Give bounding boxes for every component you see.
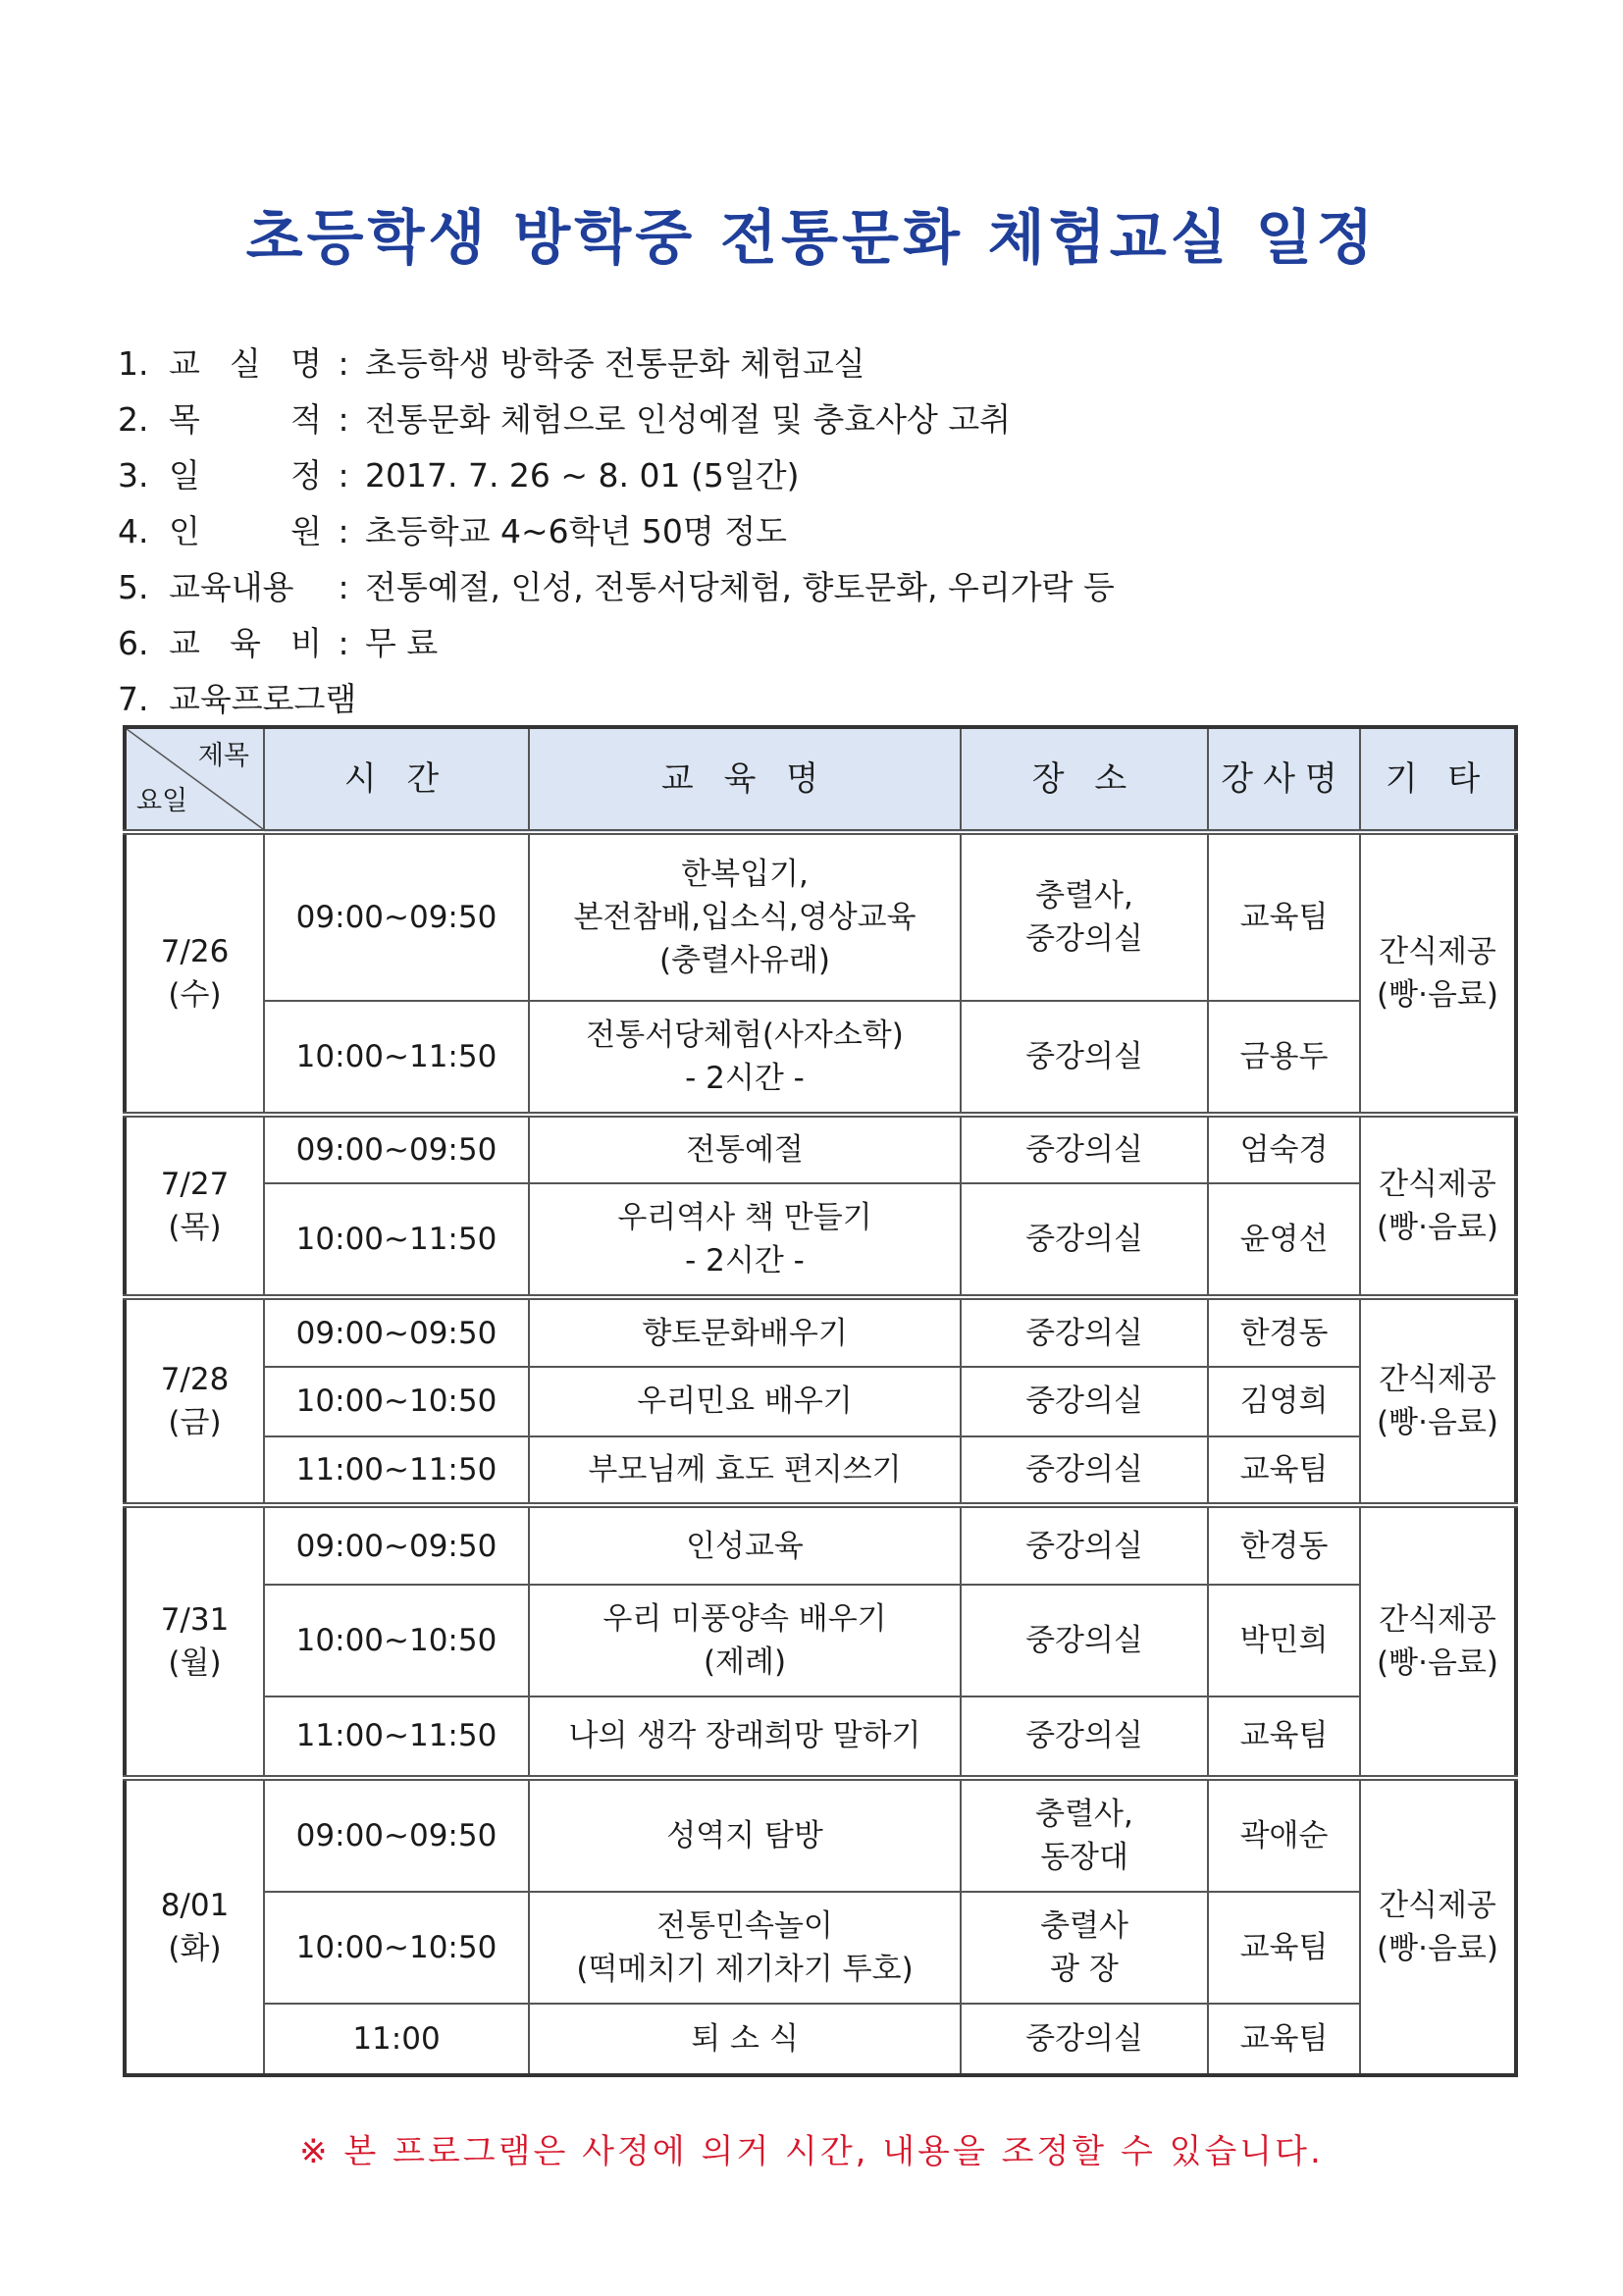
cell-line: 중강의실 xyxy=(1025,920,1143,957)
header-instructor: 강사명 xyxy=(1208,727,1360,832)
info-colon: : xyxy=(338,400,349,439)
time-cell: 09:00~09:50 xyxy=(264,1778,529,1892)
info-label-part: 적 xyxy=(290,400,322,439)
cell-line: 우리 미풍양속 배우기 xyxy=(602,1601,887,1638)
info-label xyxy=(169,336,322,391)
course-cell xyxy=(529,1297,961,1367)
instructor-cell: 교육팀 xyxy=(1208,832,1360,1001)
cell-line: (빵·음료) xyxy=(1377,1405,1498,1441)
info-label-part: 정 xyxy=(290,456,322,495)
cell-line: 한복입기, xyxy=(681,856,809,892)
info-number: 4. xyxy=(118,512,149,550)
instructor-cell: 교육팀 xyxy=(1208,1436,1360,1506)
cell-line: 간식제공 xyxy=(1379,1167,1496,1203)
day-date-cell xyxy=(125,1115,264,1298)
day-date-cell xyxy=(125,1778,264,2075)
info-value: 무 료 xyxy=(365,624,439,662)
info-label-part: 인 xyxy=(169,512,200,550)
course-cell xyxy=(529,1505,961,1585)
place-cell xyxy=(961,1505,1208,1585)
table-row xyxy=(125,1778,1516,1892)
table-row xyxy=(125,832,1516,1001)
info-number: 2. xyxy=(118,400,149,439)
cell-line: 간식제공 xyxy=(1379,1888,1496,1924)
course-cell xyxy=(529,1585,961,1696)
day-weekday: (화) xyxy=(168,1931,222,1967)
info-number: 5. xyxy=(118,568,149,606)
time-cell: 09:00~09:50 xyxy=(264,1505,529,1585)
time-cell: 11:00~11:50 xyxy=(264,1696,529,1778)
day-weekday: (금) xyxy=(168,1405,222,1441)
cell-line: 인성교육 xyxy=(686,1528,804,1564)
info-number: 7. xyxy=(118,680,149,718)
instructor-cell: 박민희 xyxy=(1208,1585,1360,1696)
place-cell xyxy=(961,1696,1208,1778)
info-colon: : xyxy=(338,568,349,606)
info-colon: : xyxy=(338,512,349,550)
info-number: 1. xyxy=(118,344,149,383)
instructor-cell: 한경동 xyxy=(1208,1297,1360,1367)
place-cell xyxy=(961,1367,1208,1436)
place-cell xyxy=(961,1436,1208,1506)
cell-line: 부모님께 효도 편지쓰기 xyxy=(588,1452,902,1488)
table-row xyxy=(125,2004,1516,2075)
cell-line: 중강의실 xyxy=(1025,1383,1143,1420)
table-row xyxy=(125,1436,1516,1506)
cell-line: 향토문화배우기 xyxy=(642,1315,848,1351)
info-value: 초등학교 4~6학년 50명 정도 xyxy=(365,512,788,550)
instructor-cell: 곽애순 xyxy=(1208,1778,1360,1892)
cell-line: 광 장 xyxy=(1050,1951,1119,1987)
course-cell xyxy=(529,2004,961,2075)
day-weekday: (목) xyxy=(168,1210,222,1246)
notice-text: ※ 본 프로그램은 사정에 의거 시간, 내용을 조정할 수 있습니다. xyxy=(299,2132,1324,2171)
place-cell xyxy=(961,1115,1208,1184)
header-etc: 기 타 xyxy=(1360,727,1516,832)
info-label-part: 교 xyxy=(169,624,200,662)
cell-line: 중강의실 xyxy=(1025,1718,1143,1754)
cell-line: 간식제공 xyxy=(1379,1602,1496,1639)
time-cell: 09:00~09:50 xyxy=(264,832,529,1001)
place-cell xyxy=(961,1892,1208,2004)
info-value: 초등학생 방학중 전통문화 체험교실 xyxy=(365,344,865,383)
day-date-cell xyxy=(125,1297,264,1505)
cell-line: 중강의실 xyxy=(1025,1315,1143,1351)
place-cell xyxy=(961,2004,1208,2075)
place-cell xyxy=(961,1585,1208,1696)
info-value: 전통문화 체험으로 인성예절 및 충효사상 고취 xyxy=(365,400,1012,439)
info-item xyxy=(118,671,1115,727)
etc-cell xyxy=(1360,1505,1516,1778)
place-cell xyxy=(961,1297,1208,1367)
cell-line: 전통서당체험(사자소학) xyxy=(586,1017,904,1053)
info-label xyxy=(169,559,322,615)
cell-line: 전통예절 xyxy=(686,1132,804,1169)
cell-line: 우리역사 책 만들기 xyxy=(617,1200,872,1236)
info-colon: : xyxy=(338,624,349,662)
table-row xyxy=(125,1585,1516,1696)
info-label-part: 교육프로그램 xyxy=(169,680,357,718)
info-number: 6. xyxy=(118,624,149,662)
instructor-cell: 교육팀 xyxy=(1208,2004,1360,2075)
etc-cell xyxy=(1360,1297,1516,1505)
header-corner-bottom: 요일 xyxy=(136,786,188,816)
header-corner-cell xyxy=(125,727,264,832)
info-label xyxy=(169,615,322,671)
etc-cell xyxy=(1360,1115,1516,1298)
cell-line: 우리민요 배우기 xyxy=(637,1383,853,1420)
info-label xyxy=(169,447,322,503)
day-date-cell xyxy=(125,832,264,1115)
cell-line: (빵·음료) xyxy=(1377,976,1498,1013)
course-cell xyxy=(529,1696,961,1778)
cell-line: 중강의실 xyxy=(1025,1038,1143,1074)
time-cell: 10:00~10:50 xyxy=(264,1367,529,1436)
header-course: 교 육 명 xyxy=(529,727,961,832)
cell-line: - 2시간 - xyxy=(685,1243,805,1279)
table-row xyxy=(125,1696,1516,1778)
day-date: 7/28 xyxy=(160,1362,230,1398)
header-time: 시 간 xyxy=(264,727,529,832)
info-label xyxy=(169,391,322,447)
cell-line: 나의 생각 장래희망 말하기 xyxy=(568,1718,921,1754)
time-cell: 09:00~09:50 xyxy=(264,1115,529,1184)
info-value: 2017. 7. 26 ~ 8. 01 (5일간) xyxy=(365,456,800,495)
info-label xyxy=(169,671,357,727)
info-label-part: 교 xyxy=(169,344,200,383)
time-cell: 10:00~11:50 xyxy=(264,1001,529,1115)
info-label-part: 교육내용 xyxy=(169,568,294,606)
info-item xyxy=(118,336,1115,391)
info-item xyxy=(118,447,1115,503)
info-item xyxy=(118,559,1115,615)
cell-line: (제례) xyxy=(703,1644,787,1681)
etc-cell xyxy=(1360,832,1516,1115)
table-header-row xyxy=(125,727,1516,832)
cell-line: (떡메치기 제기차기 투호) xyxy=(576,1951,914,1987)
info-label xyxy=(169,503,322,559)
cell-line: 중강의실 xyxy=(1025,1222,1143,1258)
cell-line: 중강의실 xyxy=(1025,1452,1143,1488)
table-row xyxy=(125,1892,1516,2004)
info-label-part: 실 xyxy=(230,344,261,383)
instructor-cell: 윤영선 xyxy=(1208,1183,1360,1297)
instructor-cell: 한경동 xyxy=(1208,1505,1360,1585)
cell-line: 간식제공 xyxy=(1379,933,1496,969)
info-label-part: 명 xyxy=(290,344,322,383)
place-cell xyxy=(961,1778,1208,1892)
table-row xyxy=(125,1115,1516,1184)
table-row xyxy=(125,1183,1516,1297)
cell-line: 본전참배,입소식,영상교육 xyxy=(573,899,916,935)
table-row xyxy=(125,1001,1516,1115)
header-corner-top: 제목 xyxy=(197,741,249,771)
info-number: 3. xyxy=(118,456,149,495)
course-cell xyxy=(529,1436,961,1506)
cell-line: 충렬사, xyxy=(1035,1797,1133,1833)
day-group xyxy=(125,1778,1516,2075)
cell-line: (빵·음료) xyxy=(1377,1931,1498,1967)
info-label-part: 육 xyxy=(230,624,261,662)
table-row xyxy=(125,1505,1516,1585)
cell-line: 중강의실 xyxy=(1025,2020,1143,2057)
instructor-cell: 금용두 xyxy=(1208,1001,1360,1115)
cell-line: (충렬사유래) xyxy=(659,942,830,978)
table-row xyxy=(125,1367,1516,1436)
place-cell xyxy=(961,1001,1208,1115)
cell-line: 퇴 소 식 xyxy=(691,2020,799,2057)
course-cell xyxy=(529,1183,961,1297)
day-date-cell xyxy=(125,1505,264,1778)
time-cell: 11:00~11:50 xyxy=(264,1436,529,1506)
course-cell xyxy=(529,832,961,1001)
info-value: 전통예절, 인성, 전통서당체험, 향토문화, 우리가락 등 xyxy=(365,568,1115,606)
day-date: 7/31 xyxy=(160,1602,230,1639)
course-cell xyxy=(529,1001,961,1115)
time-cell: 11:00 xyxy=(264,2004,529,2075)
cell-line: 간식제공 xyxy=(1379,1362,1496,1398)
place-cell xyxy=(961,1183,1208,1297)
course-cell xyxy=(529,1778,961,1892)
info-label-part: 목 xyxy=(169,400,200,439)
page-title: 초등학생 방학중 전통문화 체험교실 일정 xyxy=(245,204,1378,273)
place-cell xyxy=(961,832,1208,1001)
day-date: 8/01 xyxy=(160,1888,230,1924)
info-label-part: 원 xyxy=(290,512,322,550)
course-cell xyxy=(529,1892,961,2004)
cell-line: 중강의실 xyxy=(1025,1528,1143,1564)
schedule-table xyxy=(123,725,1518,2077)
cell-line: (빵·음료) xyxy=(1377,1645,1498,1682)
day-group xyxy=(125,1505,1516,1778)
cell-line: 중강의실 xyxy=(1025,1132,1143,1169)
time-cell: 10:00~11:50 xyxy=(264,1183,529,1297)
info-label-part: 일 xyxy=(169,456,200,495)
table-row xyxy=(125,1297,1516,1367)
course-cell xyxy=(529,1115,961,1184)
day-weekday: (월) xyxy=(168,1645,222,1682)
info-item xyxy=(118,615,1115,671)
cell-line: 충렬사, xyxy=(1035,877,1133,913)
info-colon: : xyxy=(338,344,349,383)
time-cell: 10:00~10:50 xyxy=(264,1585,529,1696)
day-group xyxy=(125,1297,1516,1505)
course-cell xyxy=(529,1367,961,1436)
info-item xyxy=(118,391,1115,447)
info-list xyxy=(118,336,1115,727)
header-place: 장 소 xyxy=(961,727,1208,832)
time-cell: 10:00~10:50 xyxy=(264,1892,529,2004)
info-label-part: 비 xyxy=(290,624,322,662)
instructor-cell: 교육팀 xyxy=(1208,1892,1360,2004)
etc-cell xyxy=(1360,1778,1516,2075)
day-date: 7/26 xyxy=(160,933,230,969)
cell-line: 중강의실 xyxy=(1025,1623,1143,1659)
cell-line: 충렬사 xyxy=(1040,1907,1128,1944)
cell-line: 동장대 xyxy=(1040,1840,1128,1876)
day-group xyxy=(125,832,1516,1115)
instructor-cell: 교육팀 xyxy=(1208,1696,1360,1778)
cell-line: (빵·음료) xyxy=(1377,1210,1498,1246)
day-weekday: (수) xyxy=(168,976,222,1013)
day-date: 7/27 xyxy=(160,1167,230,1203)
info-item xyxy=(118,503,1115,559)
cell-line: - 2시간 - xyxy=(685,1060,805,1096)
instructor-cell: 엄숙경 xyxy=(1208,1115,1360,1184)
cell-line: 전통민속놀이 xyxy=(656,1907,833,1944)
time-cell: 09:00~09:50 xyxy=(264,1297,529,1367)
cell-line: 성역지 탐방 xyxy=(666,1818,823,1854)
info-colon: : xyxy=(338,456,349,495)
day-group xyxy=(125,1115,1516,1298)
instructor-cell: 김영희 xyxy=(1208,1367,1360,1436)
